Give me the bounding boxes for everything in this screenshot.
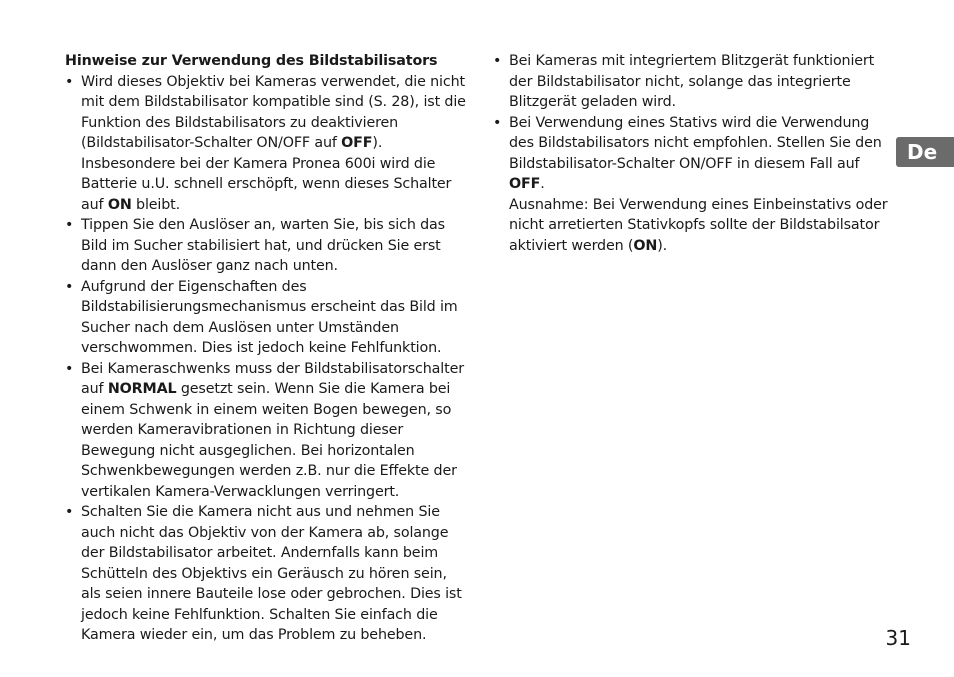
text-line: Schütteln des Objektivs ein Geräusch zu hören sein, bbox=[81, 565, 447, 582]
text-line bbox=[81, 195, 465, 216]
text-line: Kamera wieder ein, um das Problem zu beheben. bbox=[81, 627, 427, 643]
text-line: • Aufgrund der Eigenschaften des bbox=[81, 278, 307, 295]
text-line: auch nicht das Objektiv von der Kamera ab, solange bbox=[81, 524, 449, 541]
text-line: Schwenkbewegungen werden z.B. nur die Effekte der bbox=[81, 463, 457, 479]
emphasis-normal: NORMAL bbox=[107, 381, 177, 397]
text-line: • Bei Kameras mit integriertem Blitzgerät funktioniert bbox=[509, 53, 875, 69]
text-line: Blitzgerät geladen wird. bbox=[509, 94, 676, 110]
bullet-item-power-off bbox=[65, 502, 465, 646]
text-line: • Wird dieses Objektiv bei Kameras verwendet, die nicht bbox=[81, 73, 465, 90]
text-line: nicht arretierten Stativkopfs sollte der Bildstabilsator bbox=[509, 217, 880, 233]
text-line: Ausnahme: Bei Verwendung eines Einbeinstativs oder bbox=[509, 196, 888, 213]
text-line: vertikalen Kamera-Verwacklungen verringert. bbox=[81, 483, 400, 500]
text-segment: auf bbox=[81, 196, 108, 213]
text-line: Funktion des Bildstabilisators zu deaktivieren bbox=[81, 114, 399, 131]
text-segment: gesetzt sein. Wenn Sie die Kamera bei bbox=[176, 381, 451, 397]
text-line: werden Kameravibrationen in Richtung dieser bbox=[81, 422, 404, 438]
bullet-item-incompatible-cameras bbox=[65, 72, 465, 216]
text-line: • Tippen Sie den Auslöser an, warten Sie, bis sich das bbox=[81, 217, 445, 233]
emphasis-off: OFF bbox=[341, 135, 373, 151]
text-segment: auf bbox=[81, 381, 108, 397]
text-line: • Bei Kameraschwenks muss der Bildstabilisatorschalter bbox=[81, 360, 464, 377]
left-column bbox=[65, 51, 465, 646]
text-line: • Schalten Sie die Kamera nicht aus und nehmen Sie bbox=[81, 504, 440, 520]
text-line: Bewegung nicht ausgeglichen. Bei horizontalen bbox=[81, 442, 415, 459]
text-segment: (Bildstabilisator-Schalter ON/OFF auf bbox=[81, 135, 342, 151]
text-line: als seien innere Bauteile lose oder gebrochen. Dies ist bbox=[81, 586, 462, 602]
text-segment: ). bbox=[657, 237, 668, 254]
emphasis-on: ON bbox=[107, 196, 132, 213]
bullet-item-panning bbox=[65, 359, 465, 503]
right-bullet-list bbox=[493, 51, 893, 256]
text-line: verschwommen. Dies ist jedoch keine Fehlfunktion. bbox=[81, 340, 442, 356]
text-line: Insbesondere bei der Kamera Pronea 600i wird die bbox=[81, 155, 436, 172]
text-line bbox=[81, 379, 465, 400]
text-line: des Bildstabilisators nicht empfohlen. Stellen Sie den bbox=[509, 135, 882, 151]
text-line: der Bildstabilisator arbeitet. Andernfalls kann beim bbox=[81, 545, 439, 561]
emphasis-on: ON bbox=[633, 237, 658, 254]
text-line bbox=[81, 133, 465, 154]
text-line bbox=[509, 174, 893, 195]
text-line: dann den Auslöser ganz nach unten. bbox=[81, 258, 338, 274]
text-line: der Bildstabilisator nicht, solange das integrierte bbox=[509, 73, 851, 90]
text-segment: ). bbox=[372, 135, 383, 151]
text-line: jedoch keine Fehlfunktion. Schalten Sie einfach die bbox=[81, 606, 438, 623]
section-heading: Hinweise zur Verwendung des Bildstabilisators bbox=[65, 53, 438, 69]
page-number: 31 bbox=[885, 626, 911, 650]
text-segment: . bbox=[540, 176, 545, 192]
text-line: Bildstabilisierungsmechanismus erscheint das Bild im bbox=[81, 299, 458, 315]
text-line: Bild im Sucher stabilisiert hat, und drücken Sie erst bbox=[81, 237, 441, 254]
text-segment: bleibt. bbox=[131, 196, 181, 213]
text-segment: aktiviert werden ( bbox=[509, 237, 634, 254]
text-line: mit dem Bildstabilisator kompatible sind (S. 28), ist die bbox=[81, 94, 466, 110]
bullet-item-blurred-image bbox=[65, 277, 465, 359]
bullet-item-shutter-release bbox=[65, 215, 465, 277]
text-line: Bildstabilisator-Schalter ON/OFF in diesem Fall auf bbox=[509, 155, 860, 172]
bullet-item-tripod bbox=[493, 113, 893, 257]
text-line: einem Schwenk in einem weiten Bogen bewegen, so bbox=[81, 401, 452, 418]
text-line: Sucher nach dem Auslösen unter Umständen bbox=[81, 319, 399, 336]
emphasis-off: OFF bbox=[509, 176, 541, 192]
text-line: Batterie u.U. schnell erschöpft, wenn dieses Schalter bbox=[81, 176, 452, 192]
left-bullet-list bbox=[65, 72, 465, 646]
bullet-item-built-in-flash bbox=[493, 51, 893, 113]
language-tab: De bbox=[896, 137, 954, 167]
right-column bbox=[493, 51, 893, 256]
text-line bbox=[509, 236, 893, 257]
text-line: • Bei Verwendung eines Stativs wird die Verwendung bbox=[509, 114, 870, 131]
